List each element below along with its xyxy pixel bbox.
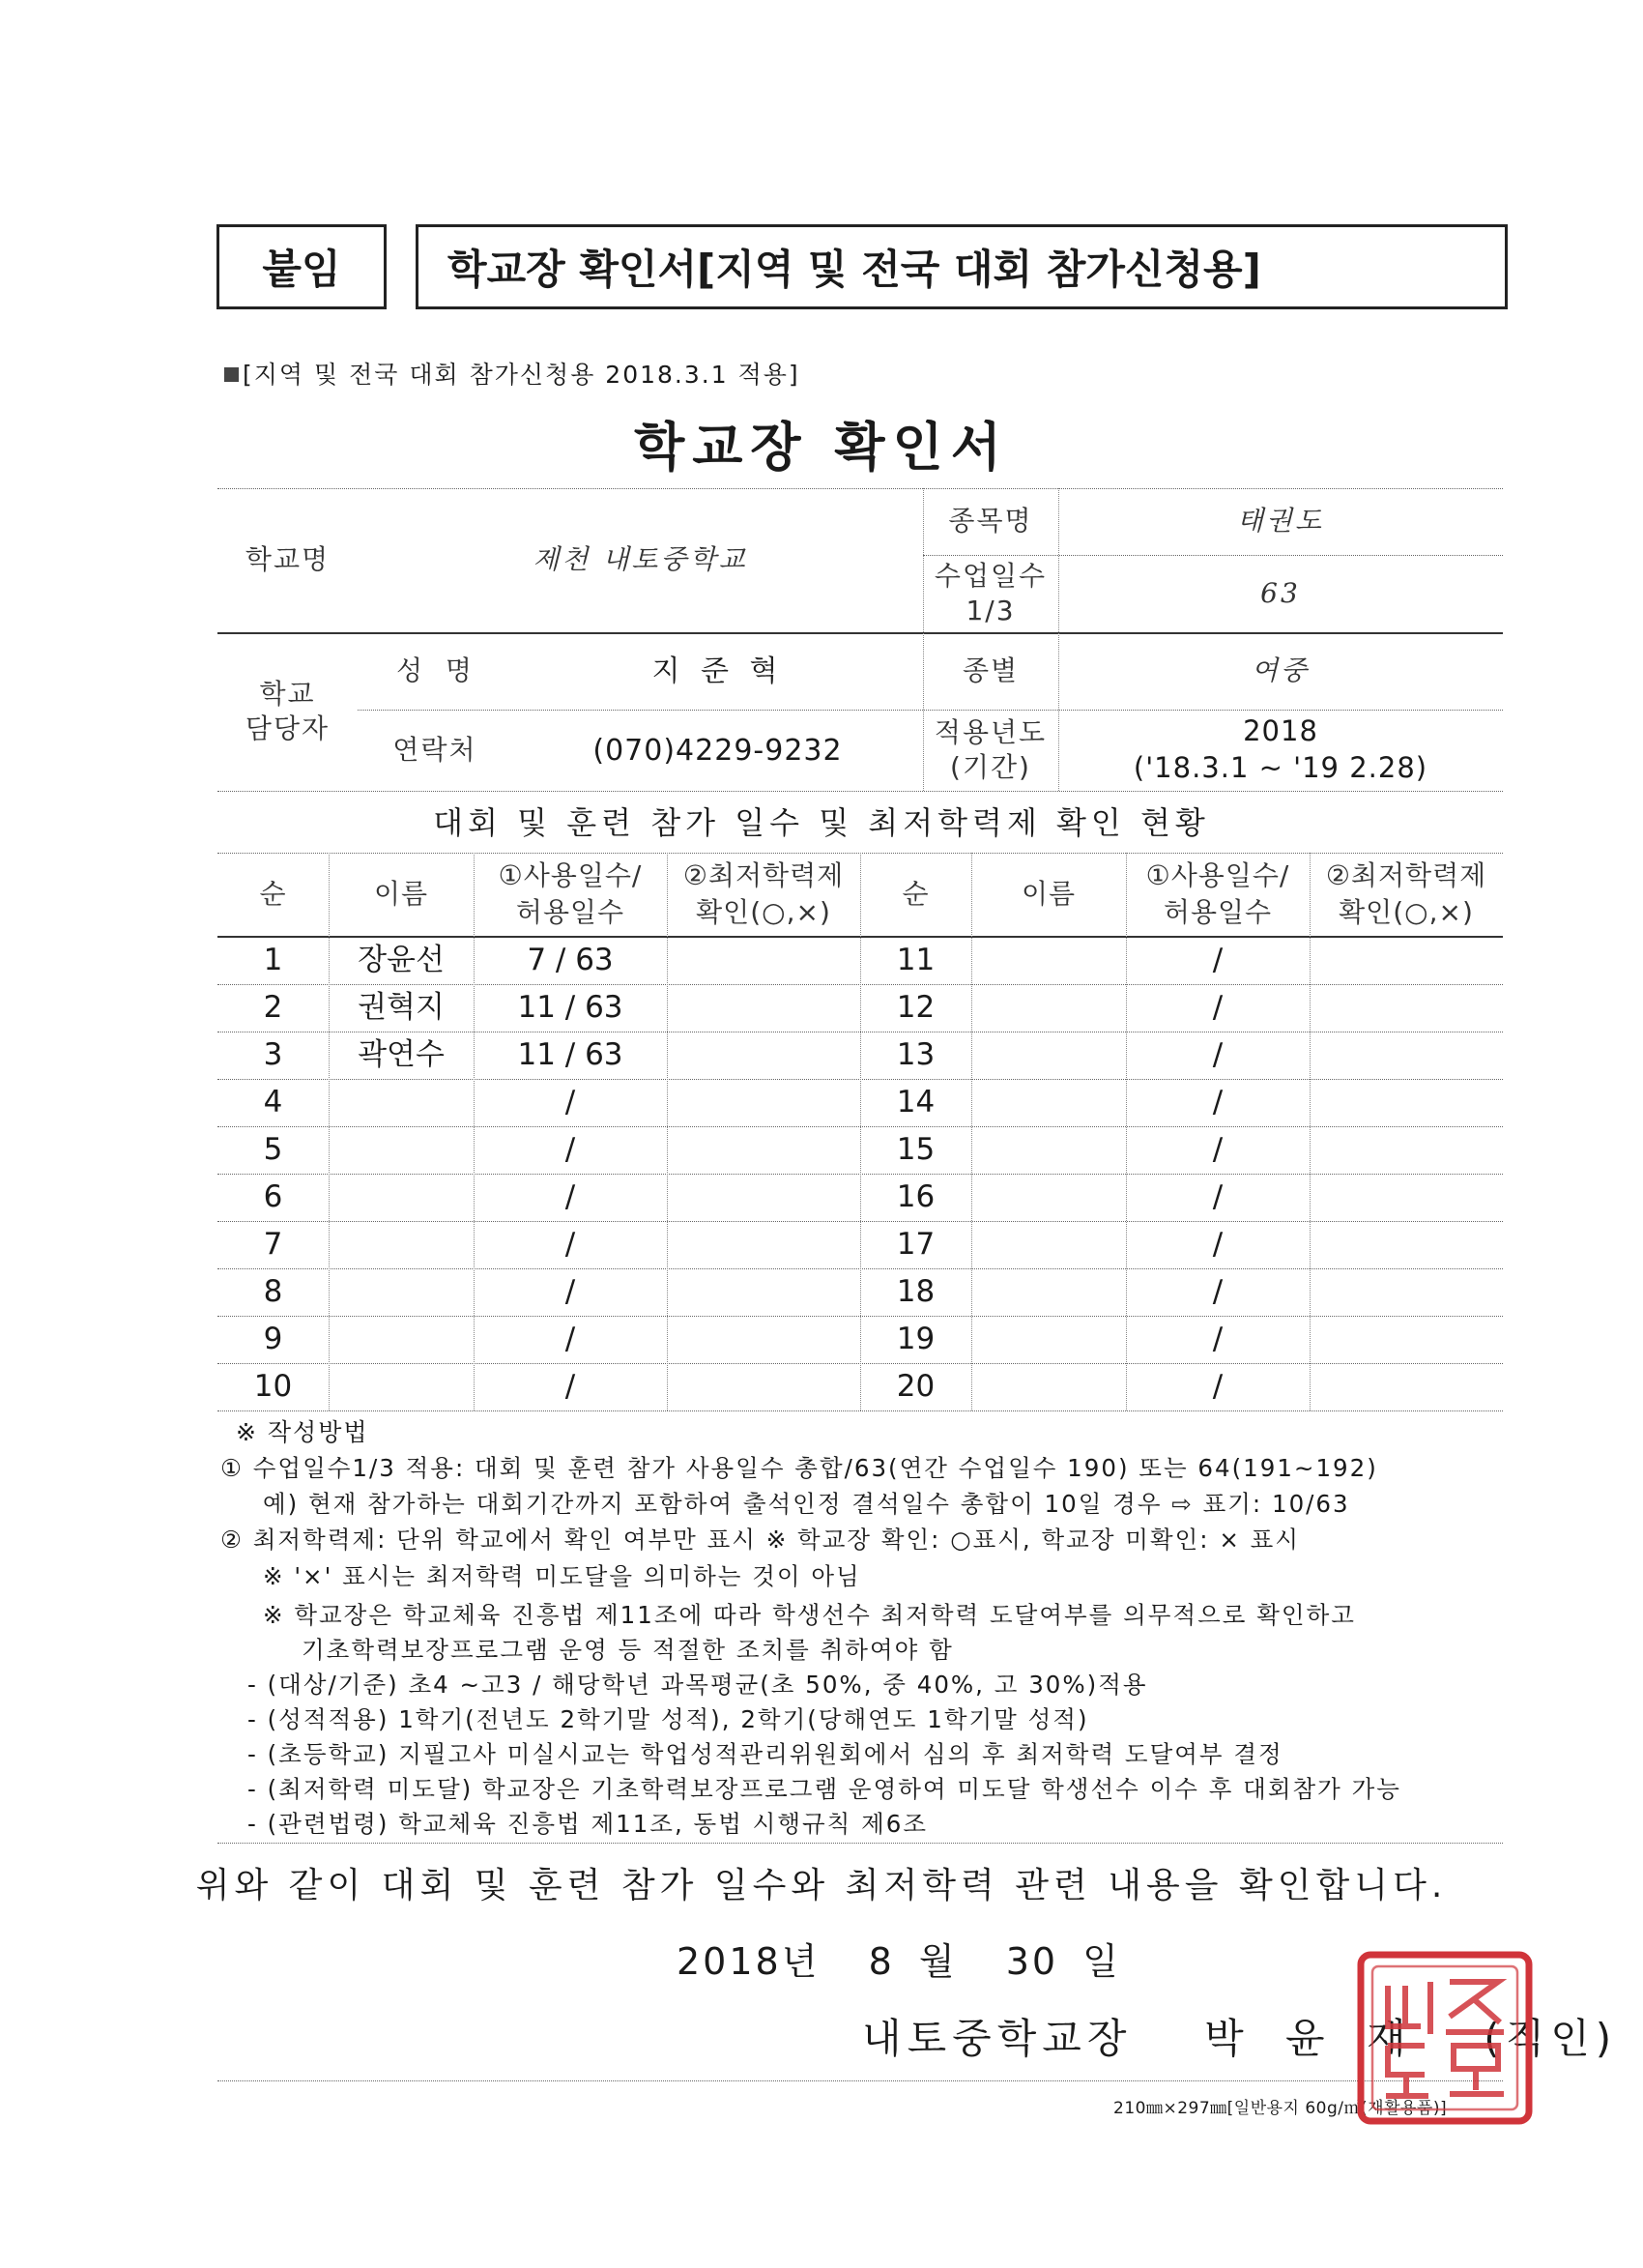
row-days: / [564, 1322, 576, 1357]
method-line: - (관련법령) 학교체육 진흥법 제11조, 동법 시행규칙 제6조 [247, 1810, 929, 1838]
attachment-tag [216, 224, 387, 309]
manager-label-line2: 담당자 [245, 712, 331, 744]
row-no: 10 [253, 1369, 293, 1405]
row-days: / [1212, 990, 1224, 1026]
applied-year-label [923, 710, 1058, 791]
header-check-line1: ②최저학력제 [682, 859, 845, 892]
header-days-line1: ①사용일수/ [498, 859, 643, 892]
row-days: / [1212, 1369, 1224, 1405]
seal-glyphs [1386, 1982, 1504, 2096]
row-days: / [564, 1132, 576, 1168]
manager-label-line1: 학교 [259, 677, 316, 710]
method-line: - (최저학력 미도달) 학교장은 기초학력보장프로그램 운영하여 미도달 학생선수 이수 후 대회참가 가능 [247, 1775, 1401, 1803]
school-days-label-line2: 1/3 [966, 595, 1016, 626]
header-days-line2: 허용일수 [515, 896, 625, 928]
row-no: 11 [896, 942, 936, 977]
school-days-label [923, 555, 1058, 632]
row-check [1310, 1126, 1503, 1174]
row-days: / [1212, 1085, 1224, 1120]
document-header [416, 224, 1508, 309]
applied-year-value-line2: ('18.3.1 ~ '19 2.28) [1133, 751, 1428, 784]
row-name [329, 1174, 474, 1221]
method-line: - (대상/기준) 초4 ~고3 / 해당학년 과목평균(초 50%, 중 40%, 고 30%)적용 [247, 1671, 1148, 1699]
manager-name-label: 성 명 [396, 654, 474, 686]
row-no: 8 [263, 1274, 283, 1310]
school-days-label-line1: 수업일수 [934, 559, 1048, 592]
row-no: 4 [263, 1085, 283, 1120]
row-days: / [1212, 1179, 1224, 1215]
applied-year-value [1058, 710, 1503, 791]
row-days: / [564, 1179, 576, 1215]
row-days: / [1212, 1227, 1224, 1263]
participation-table-bottom-border [217, 1410, 1503, 1411]
row-check [667, 1079, 860, 1126]
signature-bottom-border [217, 2080, 1503, 2081]
row-days: / [564, 1274, 576, 1310]
paper-spec-footer: 210㎜×297㎜[일반용지 60g/㎡(재활용품)] [1113, 2099, 1448, 2118]
method-line: ① 수업일수1/3 적용: 대회 및 훈련 참가 사용일수 총합/63(연간 수업일수 190) 또는 64(191~192) [220, 1454, 1378, 1482]
method-bottom-border [217, 1843, 1503, 1844]
header-check [1310, 853, 1503, 936]
row-name [971, 1126, 1126, 1174]
row-name [971, 936, 1126, 984]
method-line: - (초등학교) 지필고사 미실시교는 학업성적관리위원회에서 심의 후 최저학력 도달여부 결정 [247, 1740, 1283, 1768]
header-no: 순 [902, 878, 930, 911]
row-name: 곽연수 [358, 1037, 445, 1073]
row-name [971, 984, 1126, 1032]
row-name: 권혁지 [358, 990, 445, 1026]
seal-inner-border [1372, 1966, 1517, 2109]
principal-signature: 내토중학교장 박 윤 재 (직인) [862, 2015, 1618, 2062]
row-no: 12 [896, 990, 936, 1026]
application-note [224, 356, 800, 391]
row-check [667, 1316, 860, 1363]
square-bullet-icon [224, 367, 239, 382]
row-no: 18 [896, 1274, 936, 1310]
row-check [1310, 1363, 1503, 1410]
confirmation-statement: 위와 같이 대회 및 훈련 참가 일수와 최저학력 관련 내용을 확인합니다. [195, 1866, 1448, 1905]
header-check-line2: 확인(○,×) [1339, 896, 1474, 928]
row-name [329, 1221, 474, 1268]
row-days: 11 / 63 [517, 990, 623, 1026]
row-no: 14 [896, 1085, 936, 1120]
sport-value: 태권도 [1236, 505, 1325, 538]
row-check [1310, 1221, 1503, 1268]
row-days: 7 / 63 [527, 942, 614, 977]
issue-date: 2018년 8 월 30 일 [677, 1940, 1121, 1983]
header-check [667, 853, 860, 936]
official-seal-stamp [1353, 1949, 1537, 2127]
row-name [329, 1079, 474, 1126]
application-note-text: [지역 및 전국 대회 참가신청용 2018.3.1 적용] [243, 361, 800, 389]
row-check [667, 936, 860, 984]
row-days: 11 / 63 [517, 1037, 623, 1073]
row-days: / [1212, 942, 1224, 977]
method-line: ※ '×' 표시는 최저학력 미도달을 의미하는 것이 아님 [263, 1562, 861, 1590]
row-name [971, 1032, 1126, 1079]
row-days: / [564, 1085, 576, 1120]
header-no: 순 [259, 878, 287, 911]
row-check [667, 1126, 860, 1174]
row-days: / [564, 1227, 576, 1263]
row-no: 20 [896, 1369, 936, 1405]
applied-year-value-line1: 2018 [1243, 714, 1318, 748]
row-no: 17 [896, 1227, 936, 1263]
row-check [1310, 984, 1503, 1032]
division-value: 여중 [1251, 654, 1311, 686]
row-days: / [564, 1369, 576, 1405]
row-check [1310, 936, 1503, 984]
division-label: 종별 [962, 654, 1020, 686]
row-name [329, 1126, 474, 1174]
school-name-value: 제천 내토중학교 [533, 543, 748, 576]
method-line: 예) 현재 참가하는 대회기간까지 포함하여 출석인정 결석일수 총합이 10일 경우 ⇨ 표기: 10/63 [263, 1490, 1350, 1518]
row-days: / [1212, 1037, 1224, 1073]
row-name [971, 1221, 1126, 1268]
row-name [329, 1363, 474, 1410]
method-heading: ※ 작성방법 [236, 1418, 369, 1446]
row-check [667, 1221, 860, 1268]
school-days-value: 63 [1260, 576, 1301, 609]
header-check-line1: ②최저학력제 [1325, 859, 1487, 892]
sport-label: 종목명 [948, 505, 1033, 538]
row-no: 15 [896, 1132, 936, 1168]
row-no: 2 [263, 990, 283, 1026]
row-no: 9 [263, 1322, 283, 1357]
row-check [667, 1032, 860, 1079]
row-name: 장윤선 [358, 942, 445, 977]
row-days: / [1212, 1274, 1224, 1310]
row-no: 13 [896, 1037, 936, 1073]
header-days [474, 853, 667, 936]
method-line: ※ 학교장은 학교체육 진흥법 제11조에 따라 학생선수 최저학력 도달여부를 의무적으로 확인하고 [263, 1601, 1356, 1629]
header-check-line2: 확인(○,×) [696, 896, 831, 928]
row-days: / [1212, 1322, 1224, 1357]
info-table-bottom-border [217, 791, 1503, 792]
row-check [1310, 1174, 1503, 1221]
row-no: 3 [263, 1037, 283, 1073]
row-check [1310, 1316, 1503, 1363]
row-name [971, 1079, 1126, 1126]
method-line: ② 최저학력제: 단위 학교에서 확인 여부만 표시 ※ 학교장 확인: ○표시, 학교장 미확인: × 표시 [220, 1526, 1300, 1554]
method-line: 기초학력보장프로그램 운영 등 적절한 조치를 취하여야 함 [302, 1636, 954, 1664]
contact-value: (070)4229-9232 [592, 733, 843, 768]
header-name: 이름 [373, 878, 429, 911]
row-name [971, 1316, 1126, 1363]
header-days-line2: 허용일수 [1163, 896, 1273, 928]
applied-year-label-line1: 적용년도 [934, 715, 1048, 748]
row-days: / [1212, 1132, 1224, 1168]
row-check [1310, 1032, 1503, 1079]
method-line: - (성적적용) 1학기(전년도 2학기말 성적), 2학기(당해연도 1학기말 성적) [247, 1705, 1089, 1733]
section-title: 대회 및 훈련 참가 일수 및 최저학력제 확인 현황 [433, 804, 1210, 841]
row-check [667, 1174, 860, 1221]
row-no: 5 [263, 1132, 283, 1168]
row-no: 19 [896, 1322, 936, 1357]
manager-name-value: 지 준 혁 [651, 654, 784, 688]
row-no: 6 [263, 1179, 283, 1215]
row-no: 7 [263, 1227, 283, 1263]
header-name: 이름 [1021, 878, 1077, 911]
contact-label: 연락처 [392, 733, 477, 766]
row-no: 16 [896, 1179, 936, 1215]
school-name-label: 학교명 [245, 543, 331, 576]
row-name [971, 1268, 1126, 1316]
row-name [971, 1363, 1126, 1410]
row-check [1310, 1268, 1503, 1316]
header-days-line1: ①사용일수/ [1145, 859, 1290, 892]
row-check [667, 1268, 860, 1316]
row-name [971, 1174, 1126, 1221]
row-name [329, 1316, 474, 1363]
manager-label [217, 632, 358, 791]
row-check [1310, 1079, 1503, 1126]
applied-year-label-line2: (기간) [950, 751, 1031, 783]
row-no: 1 [263, 942, 283, 977]
row-check [667, 1363, 860, 1410]
document-header-title: 학교장 확인서[지역 및 전국 대회 참가신청용] [447, 246, 1261, 293]
row-check [667, 984, 860, 1032]
attachment-tag-label: 붙임 [262, 246, 341, 293]
row-name [329, 1268, 474, 1316]
page-title: 학교장 확인서 [634, 417, 1009, 478]
header-days [1126, 853, 1310, 936]
